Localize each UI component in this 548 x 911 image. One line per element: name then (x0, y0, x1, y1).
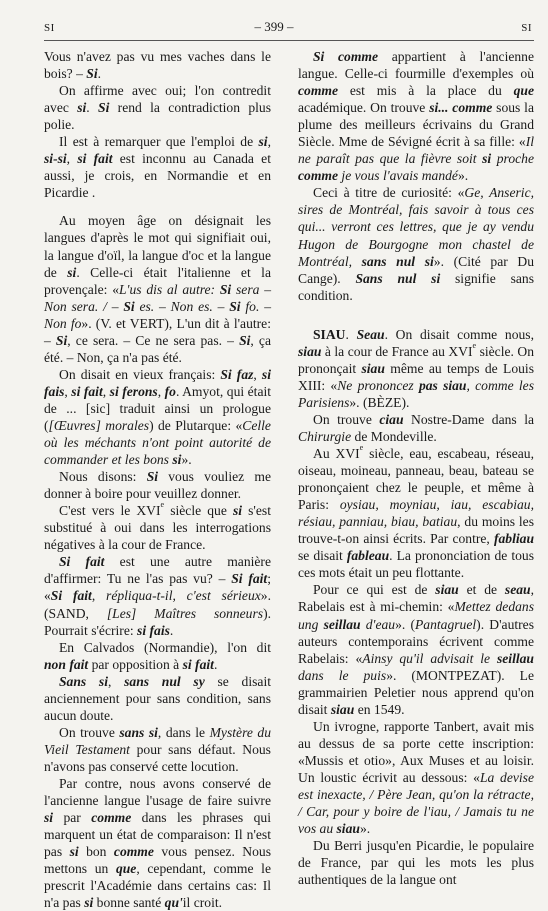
paragraph: En Calvados (Normandie), l'on dit non fait par opposition à si fait. (44, 639, 271, 672)
paragraph: Du Berri jusqu'en Picardie, le populaire de France, par qui les mots les plus authentiques de la langue ont (298, 838, 534, 888)
entry-siau: SIAU. Seau. On disait comme nous, siau à la cour de France au XVIe siècle. On prononçait siau même au temps de Louis XIII: «Ne prononcez pas siau, comme les Parisiens». (BÈZE). (298, 326, 534, 410)
right-column (298, 48, 534, 888)
paragraph: Vous n'avez pas vu mes vaches dans le bois? – Si. (44, 49, 271, 82)
paragraph: Si comme appartient à l'ancienne langue. Celle-ci fourmille d'exemples où comme est mis à la place du que académique. On trouve si... comme sous la plume des meilleurs écrivains du Grand Siècle. Mme de Sévigné écrit à sa fille: «Il ne paraît pas que la fièvre soit si proche comme je vous l'avais mandé». (298, 49, 535, 184)
paragraph: Au XVIe siècle, eau, escabeau, réseau, oiseau, moineau, panneau, beau, bateau se prononçaient chez le peuple, et même à Paris: oysiau, moyniau, iau, escabiau, résiau, panniau, biau, batiau, du moins les trouve-t-on ainsi écrits. Par contre, fabliau se disait fableau. La prononciation de tous ces mots était un peu flottante. (298, 443, 534, 581)
paragraph: On affirme avec oui; l'on contredit avec si. Si rend la contradiction plus polie. (44, 83, 271, 133)
paragraph: Il est à remarquer que l'emploi de si, si-si, si fait est inconnu au Canada et aussi, je crois, en Normandie et en Picardie . (44, 134, 271, 201)
paragraph: Par contre, nous avons conservé de l'ancienne langue l'usage de faire suivre si par comme dans les phrases qui marquent un état de comparaison: Il n'est pas si bon comme vous pensez. Nous mettons un que, cependant, comme le prescrit l'Académie dans certains cas: Il n'a pas si bonne santé qu'il croit. (44, 775, 271, 911)
paragraph: C'est vers le XVIe siècle que si s'est substitué à oui dans les interrogations négatives à la cour de France. (44, 500, 271, 553)
running-header (0, 19, 548, 41)
left-column (44, 48, 271, 911)
paragraph: Si fait est une autre manière d'affirmer: Tu ne l'as pas vu? – Si fait; «Si fait, répliqua-t-il, c'est sérieux». (SAND, [Les] Maîtres sonneurs). Pourrait s'écrire: si fais. (44, 554, 272, 638)
paragraph: On trouve ciau Nostre-Dame dans la Chirurgie de Mondeville. (298, 411, 534, 444)
paragraph: Au moyen âge on désignait les langues d'après le mot qui signifiait oui, la langue d'oïl, la langue d'oc et la langue de si. Celle-ci était l'italienne et la provençale: «L'us dis al autre: Si sera – Non sera. / – Si es. – Non es. – Si fo. – Non fo». (V. et VERT), L'un dit à l'autre: – Si, ce sera. – Ce ne sera pas. – Si, ça été. – Non, ça n'a pas été. (44, 213, 271, 365)
paragraph: Ceci à titre de curiosité: «Ge, Anseric, sires de Montréal, fais savoir à tous ces qui... verront ces lettres, que je ay vendu Hugon de Bourgogne mon chastel de Montréal, sans nul si». (Cité par Du Cange). Sans nul si signifie sans condition. (298, 185, 535, 303)
header-right-entry: SI (521, 22, 532, 34)
header-left-entry: SI (44, 22, 55, 34)
paragraph: On disait en vieux français: Si faz, si fais, si fait, si ferons, fo. Amyot, qui était de ... [sic] traduit ainsi un prologue ([Œuvres] morales) de Plutarque: «Celle où les méchants n'ont point autorité de commander et les bons si». (44, 366, 272, 468)
page-number: – 399 – (254, 19, 294, 34)
paragraph: Pour ce qui est de siau et de seau, Rabelais est à mi-chemin: «Mettez dedans ung seillau d'eau». (Pantagruel). D'autres auteurs contemporains écrivent comme Rabelais: «Ainsy qu'il advisait le seillau dans le puis». (MONTPEZAT). Le grammairien Peletier nous apprend qu'on disait siau en 1549. (298, 582, 535, 717)
header-rule (44, 40, 534, 41)
paragraph: On trouve sans si, dans le Mystère du Vieil Testament pour sans défaut. Nous n'avons pas conservé cette locution. (44, 724, 271, 774)
paragraph: Nous disons: Si vous vouliez me donner à boire pour veuillez donner. (44, 469, 272, 502)
paragraph: Un ivrogne, rapporte Tanbert, avait mis au dessus de sa porte cette inscription: «Mussis et otio», Aux Muses et au loisir. Un loustic écrivit au dessous: «La devise est inexacte, / Père Jean, qu'on la rétracte, / Car, pour y boire de l'iau, / Jamais tu ne vos au siau». (298, 718, 534, 837)
paragraph: Sans si, sans nul sy se disait anciennement pour sans condition, sans aucun doute. (44, 673, 271, 723)
